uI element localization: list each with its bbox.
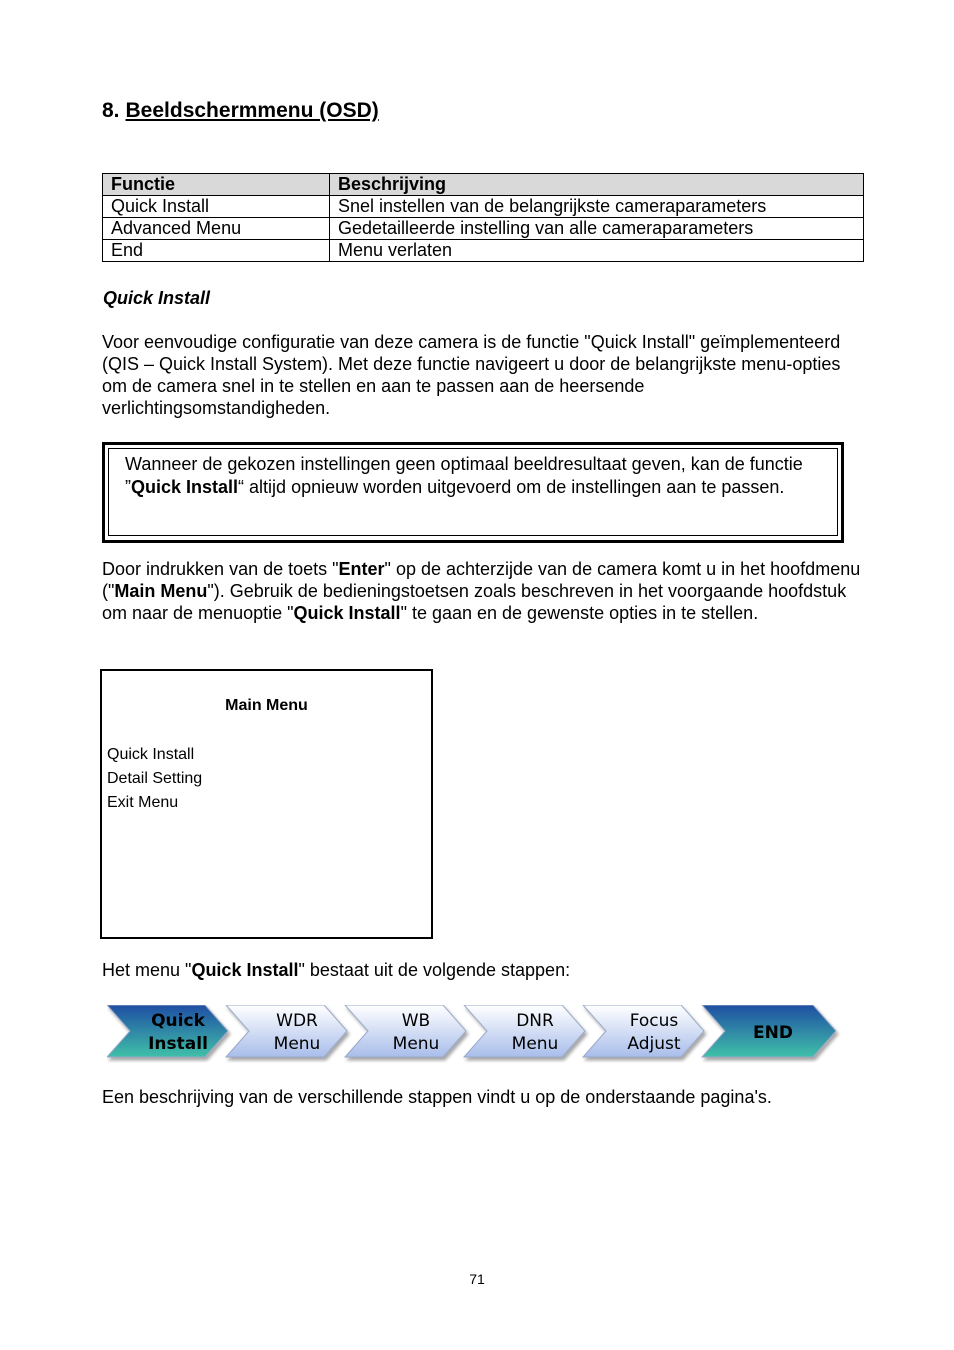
table-cell: Quick Install <box>103 196 330 218</box>
closing-paragraph: Een beschrijving van de verschillende stappen vindt u op de onderstaande pagina's. <box>102 1087 772 1107</box>
function-table <box>102 173 864 262</box>
step-label: Focus <box>629 1011 679 1031</box>
menu-item-quick-install: Quick Install <box>107 746 195 763</box>
main-menu-list <box>107 743 202 815</box>
table-row <box>103 196 864 218</box>
step-label: Install <box>148 1034 208 1054</box>
quick-install-steps-diagram <box>107 1005 842 1063</box>
quick-install-subheading: Quick Install <box>103 288 211 308</box>
section-number: 8. <box>102 99 120 122</box>
table-header-row <box>103 174 864 196</box>
table-cell: Gedetailleerde instelling van alle cameraparameters <box>330 218 864 240</box>
section-heading <box>102 99 379 123</box>
step-label: WDR <box>276 1011 318 1031</box>
steps-intro: Het menu "Quick Install" bestaat uit de volgende stappen: <box>102 960 571 980</box>
menu-item-detail-setting: Detail Setting <box>107 770 203 787</box>
instruction-paragraph: Door indrukken van de toets "Enter" op de achterzijde van de camera komt u in het hoofdmenu ("Main Menu"). Gebruik de bedieningstoetsen zoals beschreven in het voorgaande hoofdstuk om naar de menuoptie "Quick Install" te gaan en de gewenste opties in te stellen. <box>102 559 861 623</box>
page-number: 71 <box>469 1271 485 1287</box>
step-end <box>702 1005 836 1057</box>
note-bold: Quick Install <box>131 477 239 497</box>
step-label: WB <box>401 1011 431 1031</box>
step-label: Adjust <box>627 1034 681 1054</box>
table-header-description: Beschrijving <box>330 174 864 196</box>
step-label: Quick <box>151 1011 205 1031</box>
step-quick-install <box>107 1005 228 1057</box>
intro-paragraph: Voor eenvoudige configuratie van deze camera is de functie "Quick Install" geïmplementeerd (QIS – Quick Install System). Met deze functie navigeert u door de belangrijkste menu-opties om de camera snel in te stellen en aan te passen aan de heersende verlichtingsomstandigheden. <box>102 332 841 418</box>
step-wb-menu <box>345 1005 466 1057</box>
menu-item-exit-menu: Exit Menu <box>107 794 179 811</box>
table-cell: Snel instellen van de belangrijkste cameraparameters <box>330 196 864 218</box>
step-label: Menu <box>392 1034 440 1054</box>
table-cell: End <box>103 240 330 262</box>
table-row <box>103 218 864 240</box>
section-title: Beeldschermmenu (OSD) <box>125 99 379 122</box>
step-label: Menu <box>273 1034 321 1054</box>
step-label: Menu <box>511 1034 559 1054</box>
main-menu-title: Main Menu <box>225 697 308 714</box>
step-focus-adjust <box>583 1005 704 1057</box>
note-box <box>102 442 844 543</box>
table-header-function: Functie <box>103 174 330 196</box>
step-dnr-menu <box>464 1005 585 1057</box>
table-row <box>103 240 864 262</box>
table-cell: Menu verlaten <box>330 240 864 262</box>
main-menu-screen <box>100 669 433 939</box>
step-label: DNR <box>516 1011 554 1031</box>
step-wdr-menu <box>226 1005 347 1057</box>
step-label: END <box>753 1023 793 1043</box>
table-cell: Advanced Menu <box>103 218 330 240</box>
note-text: Wanneer de gekozen instellingen geen optimaal beeldresultaat geven, kan de functie ”Quick Install“ altijd opnieuw worden uitgevoerd om de instellingen aan te passen. <box>108 448 838 536</box>
